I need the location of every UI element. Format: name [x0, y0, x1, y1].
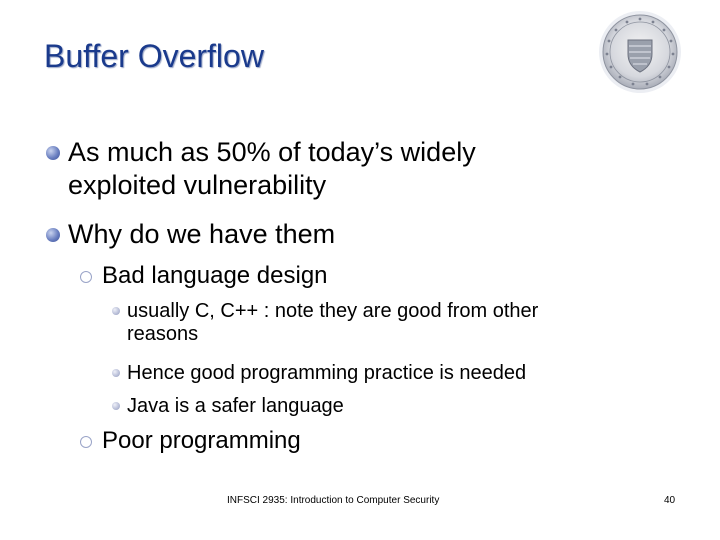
footer-course-title: INFSCI 2935: Introduction to Computer Security — [227, 495, 440, 506]
university-seal-icon — [598, 10, 682, 94]
bullet-text-line: exploited vulnerability — [68, 170, 327, 200]
subbullet-poor-programming — [80, 426, 301, 456]
bullet-text — [68, 136, 476, 202]
subsubbullet-text: Hence good programming practice is needed — [127, 362, 527, 384]
subbullet-text: Poor programming — [102, 427, 301, 454]
subsubbullet-text — [127, 295, 538, 345]
small-bullet-icon — [112, 402, 120, 410]
subsubbullet-text: Java is a safer language — [127, 395, 344, 417]
subbullet-text: Bad language design — [102, 262, 328, 289]
hollow-bullet-icon — [80, 436, 92, 448]
subsubbullet-c-cpp — [112, 295, 538, 345]
bullet-text: Why do we have them — [68, 219, 336, 249]
bullet-why — [46, 218, 335, 251]
bullet-vulnerability — [46, 136, 476, 202]
subsubbullet-good-practice — [112, 357, 526, 389]
slide-title: Buffer Overflow — [44, 38, 264, 74]
subsubbullet-java — [112, 390, 344, 422]
subbullet-bad-language-design — [80, 261, 328, 291]
hollow-bullet-icon — [80, 271, 92, 283]
small-bullet-icon — [112, 369, 120, 377]
small-bullet-icon — [112, 307, 120, 315]
page-number: 40 — [664, 495, 676, 506]
bullet-marker-icon — [46, 146, 60, 160]
bullet-marker-icon — [46, 228, 60, 242]
subsubbullet-text-line: usually C, C++ : note they are good from other — [127, 300, 539, 322]
subsubbullet-text-line: reasons — [127, 323, 199, 345]
bullet-text-line: As much as 50% of today’s widely — [68, 137, 476, 167]
